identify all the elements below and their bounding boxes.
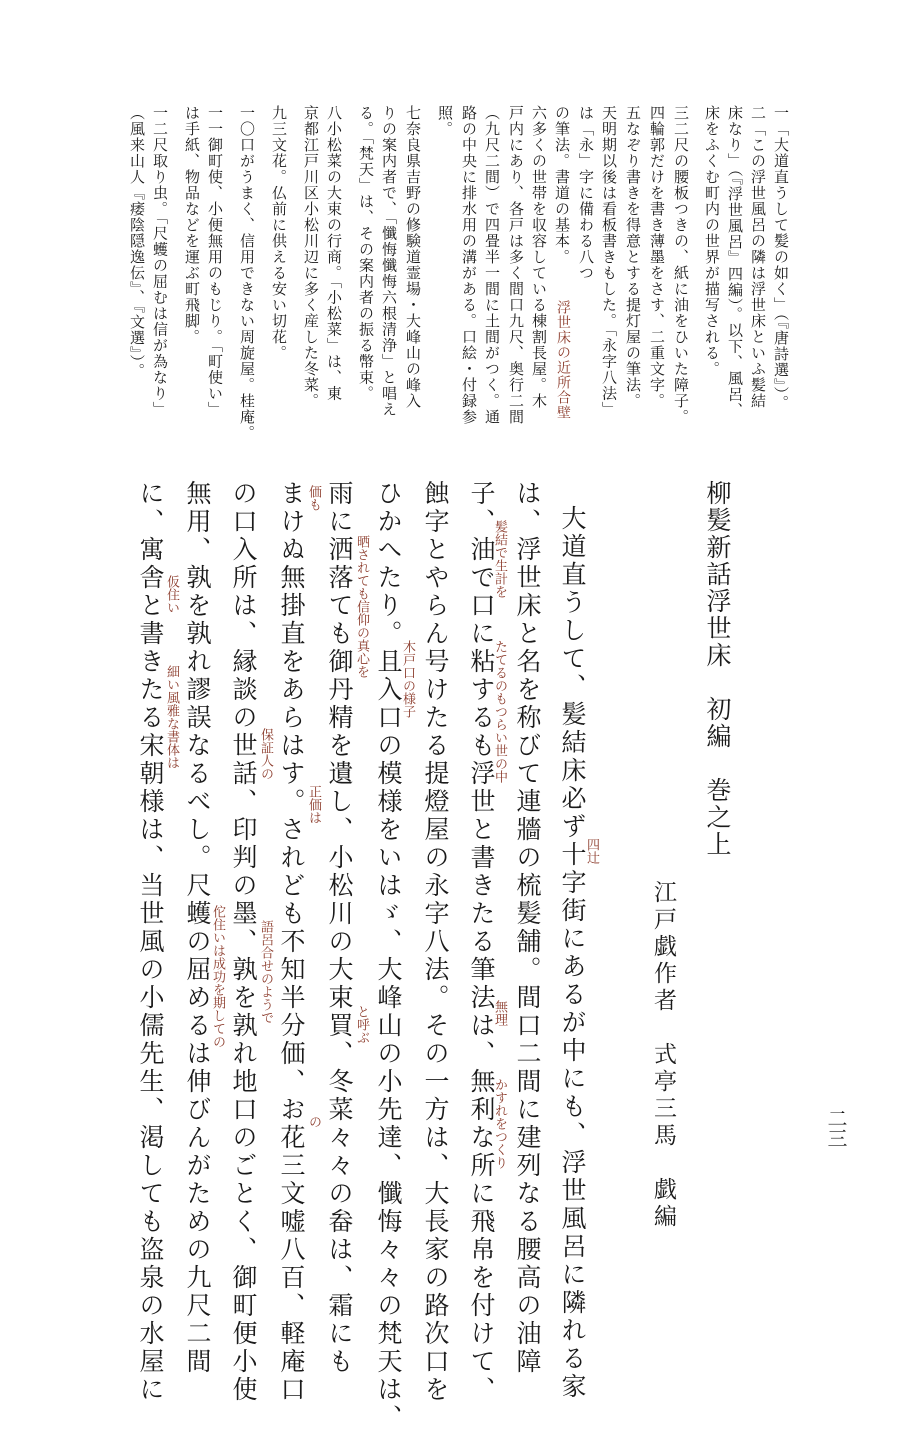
note-line: 八小松菜の大束の行商。「小松菜」は、東 xyxy=(325,105,343,402)
work-title: 柳髪新話浮世床 初編 巻之上 xyxy=(703,480,732,858)
main-text-line: 蝕字とやらん号けたる提燈屋の永字八法。その一方は、大長家の路次口を xyxy=(421,480,450,1404)
page-number: 二三 xyxy=(824,1108,848,1148)
annotation: 木戸口の様子 xyxy=(400,640,415,718)
main-text-line: に、寓舎と書きたる宋朝様は、当世風の小儒先生、渇しても盗泉の水屋に xyxy=(136,480,165,1404)
annotation: 正価は xyxy=(306,785,321,824)
note-line: 一「大道直うして髪の如く」（『唐詩選』）。 xyxy=(772,105,790,411)
note-line: の筆法。書道の基本。 xyxy=(553,105,571,265)
note-line: 六多くの世帯を収容している棟割長屋。木 xyxy=(530,105,548,409)
note-line: 一一御町使、小便無用のもじり。「町使い」 xyxy=(206,105,224,418)
note-line: 二「この浮世風呂の隣は浮世床といふ髪結 xyxy=(749,105,767,409)
note-line: りの案内者で、「懺悔懺悔六根清浄」と唱え xyxy=(380,105,398,418)
main-text-line: は、浮世床と名を称びて連牆の梳髪舗。間口二間に建列なる腰高の油障 xyxy=(513,480,542,1376)
main-text-line: 無用、孰を孰れ謬誤なるべし。尺蠖の屈めるは伸びんがための九尺二間 xyxy=(183,480,212,1376)
main-text-line: 子、油で口に粘するも浮世と書きたる筆法は、無利な所に飛帛を付けて、 xyxy=(467,480,496,1404)
note-line: 路の中央に排水用の溝がある。口絵・付録参 xyxy=(460,105,478,425)
annotation: 保証人の xyxy=(258,728,273,780)
note-line: 戸内にあり、各戸は多く間口九尺、奥行二間 xyxy=(507,105,525,425)
note-line: は「永」字に備わる八つ xyxy=(577,105,595,281)
note-line: 九三文花。仏前に供える安い切花。 xyxy=(270,105,288,361)
main-text-line: の口入所は、縁談の世話、印判の墨、孰を孰れ地口のごとく、御町便小使 xyxy=(229,480,258,1404)
note-line: 七奈良県吉野の修験道霊場・大峰山の峰入 xyxy=(404,105,422,409)
note-line: は手紙、物品などを運ぶ町飛脚。 xyxy=(183,105,201,345)
note-line: 京都江戸川区小松川辺に多く産した冬菜。 xyxy=(302,105,320,409)
annotation: 仮住い xyxy=(164,575,179,614)
note-line: 照。 xyxy=(436,105,454,137)
annotation: 四辻 xyxy=(584,838,599,864)
main-text-line: 雨に洒落ても御丹精を遺し、小松川の大束買、冬菜々々の畚は、霜にも xyxy=(325,480,354,1376)
annotation: 語呂合せのようで xyxy=(258,920,273,1024)
annotation: 無理 xyxy=(492,1000,507,1026)
note-line: 床なり」（『浮世風呂』四編）。以下、風呂、 xyxy=(726,105,744,419)
note-line: 一二尺取り虫。「尺蠖の屈むは信が為なり」 xyxy=(151,105,169,418)
author-line: 江戸戯作者 式亭三馬 戯編 xyxy=(650,880,676,1231)
note-line: （九尺二間）で四畳半一間に土間がつく。通 xyxy=(483,105,501,425)
note-line: 五なぞり書きを得意とする提灯屋の筆法。 xyxy=(624,105,642,409)
annotation: たてるのもつらい世の中 xyxy=(492,640,507,783)
main-text-line: 大道直うして、髪結床必ず十字街にあるが中にも、浮世風呂に隣れる家 xyxy=(558,505,587,1401)
note-line: 三二尺の腰板つきの、紙に油をひいた障子。 xyxy=(672,105,690,425)
annotation: かすれをつくり xyxy=(492,1078,507,1169)
note-line: る。「梵天」は、その案内者の振る幣束。 xyxy=(357,105,375,402)
annotation: 佗住いは成功を期しての xyxy=(210,905,225,1048)
note-line: 一〇口がうまく、信用できない周旋屋。桂庵。 xyxy=(238,105,256,441)
main-text-line: ひかへたり。且入口の模様をいはゞ、大峰山の小先達、懺悔々々の梵天は、 xyxy=(374,480,403,1432)
main-text-line: まけぬ無掛直をあらはす。されども不知半分価、お花三文嘘八百、軽庵口 xyxy=(277,480,306,1404)
note-line: 四輪郭だけを書き薄墨をさす、二重文字。 xyxy=(648,105,666,409)
note-line: 天明期以後は看板書きもした。「永字八法」 xyxy=(600,105,618,418)
annotation: と呼ぶ xyxy=(354,1005,369,1044)
annotation: の xyxy=(306,1115,321,1128)
note-gloss: 浮世床の近所合壁 xyxy=(555,300,571,420)
annotation: 細い風雅な書体は xyxy=(164,665,179,769)
annotation: 価も xyxy=(306,485,321,511)
note-line: （風来山人『痿陰隠逸伝』、『文選』）。 xyxy=(128,105,146,379)
note-line: 床をふくむ町内の世界が描写される。 xyxy=(703,105,721,377)
annotation: 晒されても信仰の真心を xyxy=(354,535,369,678)
annotation: 髪結で生計を xyxy=(492,520,507,598)
